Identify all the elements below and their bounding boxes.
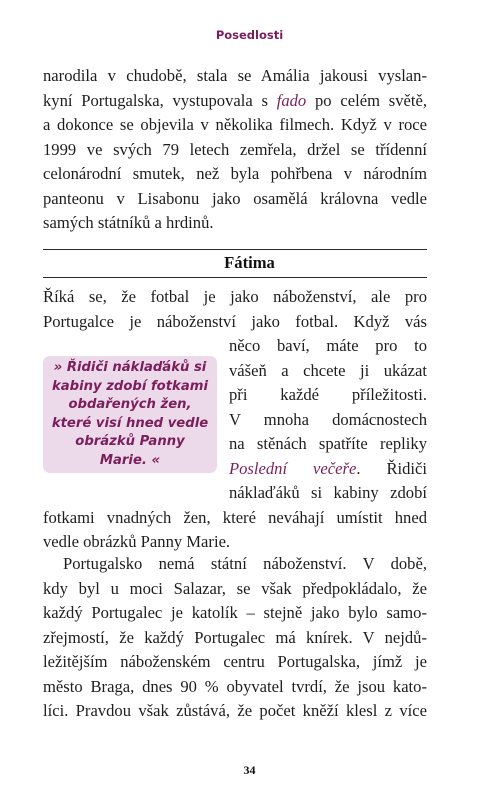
text-line: celonárodní smutek, než byla pohřbena v národním (43, 164, 427, 183)
text-line: náklaďáků si kabiny zdobí (229, 483, 427, 502)
text-line: 1999 ve svých 79 letech zemřela, držel se třídenní (43, 139, 427, 159)
text-line: zřejmostí, že každý Portugalec má knírek. V nejdů- (43, 627, 427, 647)
text-line: při každé příležitosti. (229, 385, 427, 404)
section-rule-bottom (43, 277, 427, 278)
pullquote-text: » Řidiči náklaďáků si kabiny zdobí fotkami obdařených žen, které visí hned vedle obrázků Panny Marie. « (51, 360, 209, 468)
text-line: narodila v chudobě, stala se Amália jakousi vyslan- (43, 66, 427, 85)
text-span: . Řidiči (356, 458, 427, 478)
text-line: město Braga, dnes 90 % obyvatel tvrdí, že jsou kato- (43, 676, 427, 696)
paragraph-amalia (43, 64, 427, 236)
section-rule-top (43, 249, 427, 250)
page-number: 34 (243, 763, 256, 777)
text-line: něco baví, máte pro to (229, 336, 427, 355)
text-line: kdy byl u moci Salazar, se však předpokládalo, že (43, 578, 427, 598)
text-line: fotkami vnadných žen, které neváhají umístit hned (43, 507, 427, 527)
text-span: kyní Portugalska, vystupovala s (43, 90, 277, 110)
text-span: po celém světě, (306, 90, 427, 110)
text-line: Portugalsko nemá státní náboženství. V době, (63, 554, 427, 573)
text-line: samých státníků a hrdinů. (43, 213, 214, 232)
pullquote-box (43, 356, 217, 473)
italic-term-fado: fado (276, 90, 307, 110)
text-line: vedle obrázků Panny Marie. (43, 532, 231, 551)
text-line: Říká se, že fotbal je jako náboženství, ale pro (43, 287, 427, 306)
running-head: Posedlosti (215, 28, 284, 42)
section-heading: Fátima (224, 253, 275, 272)
italic-title-posledni-vecere: Poslední večeře (229, 458, 357, 478)
text-line: V mnoha domácnostech (229, 409, 427, 429)
text-line: každý Portugalec je katolík – stejně jako bylo samo- (43, 603, 427, 622)
text-line (43, 89, 427, 114)
text-line: ležitějším náboženském centru Portugalska, jímž je (43, 652, 427, 671)
text-line: Portugalce je náboženství jako fotbal. Když vás (43, 311, 427, 331)
text-line: vášeň a chcete ji ukázat (229, 360, 427, 380)
text-line: panteonu v Lisabonu jako osamělá královna vedle (43, 188, 427, 208)
text-line: líci. Pravdou však zůstává, že počet kněží klesl z více (43, 701, 427, 720)
text-line: na stěnách spatříte repliky (229, 434, 427, 453)
text-line: a dokonce se objevila v několika filmech. Když v roce (43, 115, 427, 134)
paragraph-religion (43, 552, 427, 724)
